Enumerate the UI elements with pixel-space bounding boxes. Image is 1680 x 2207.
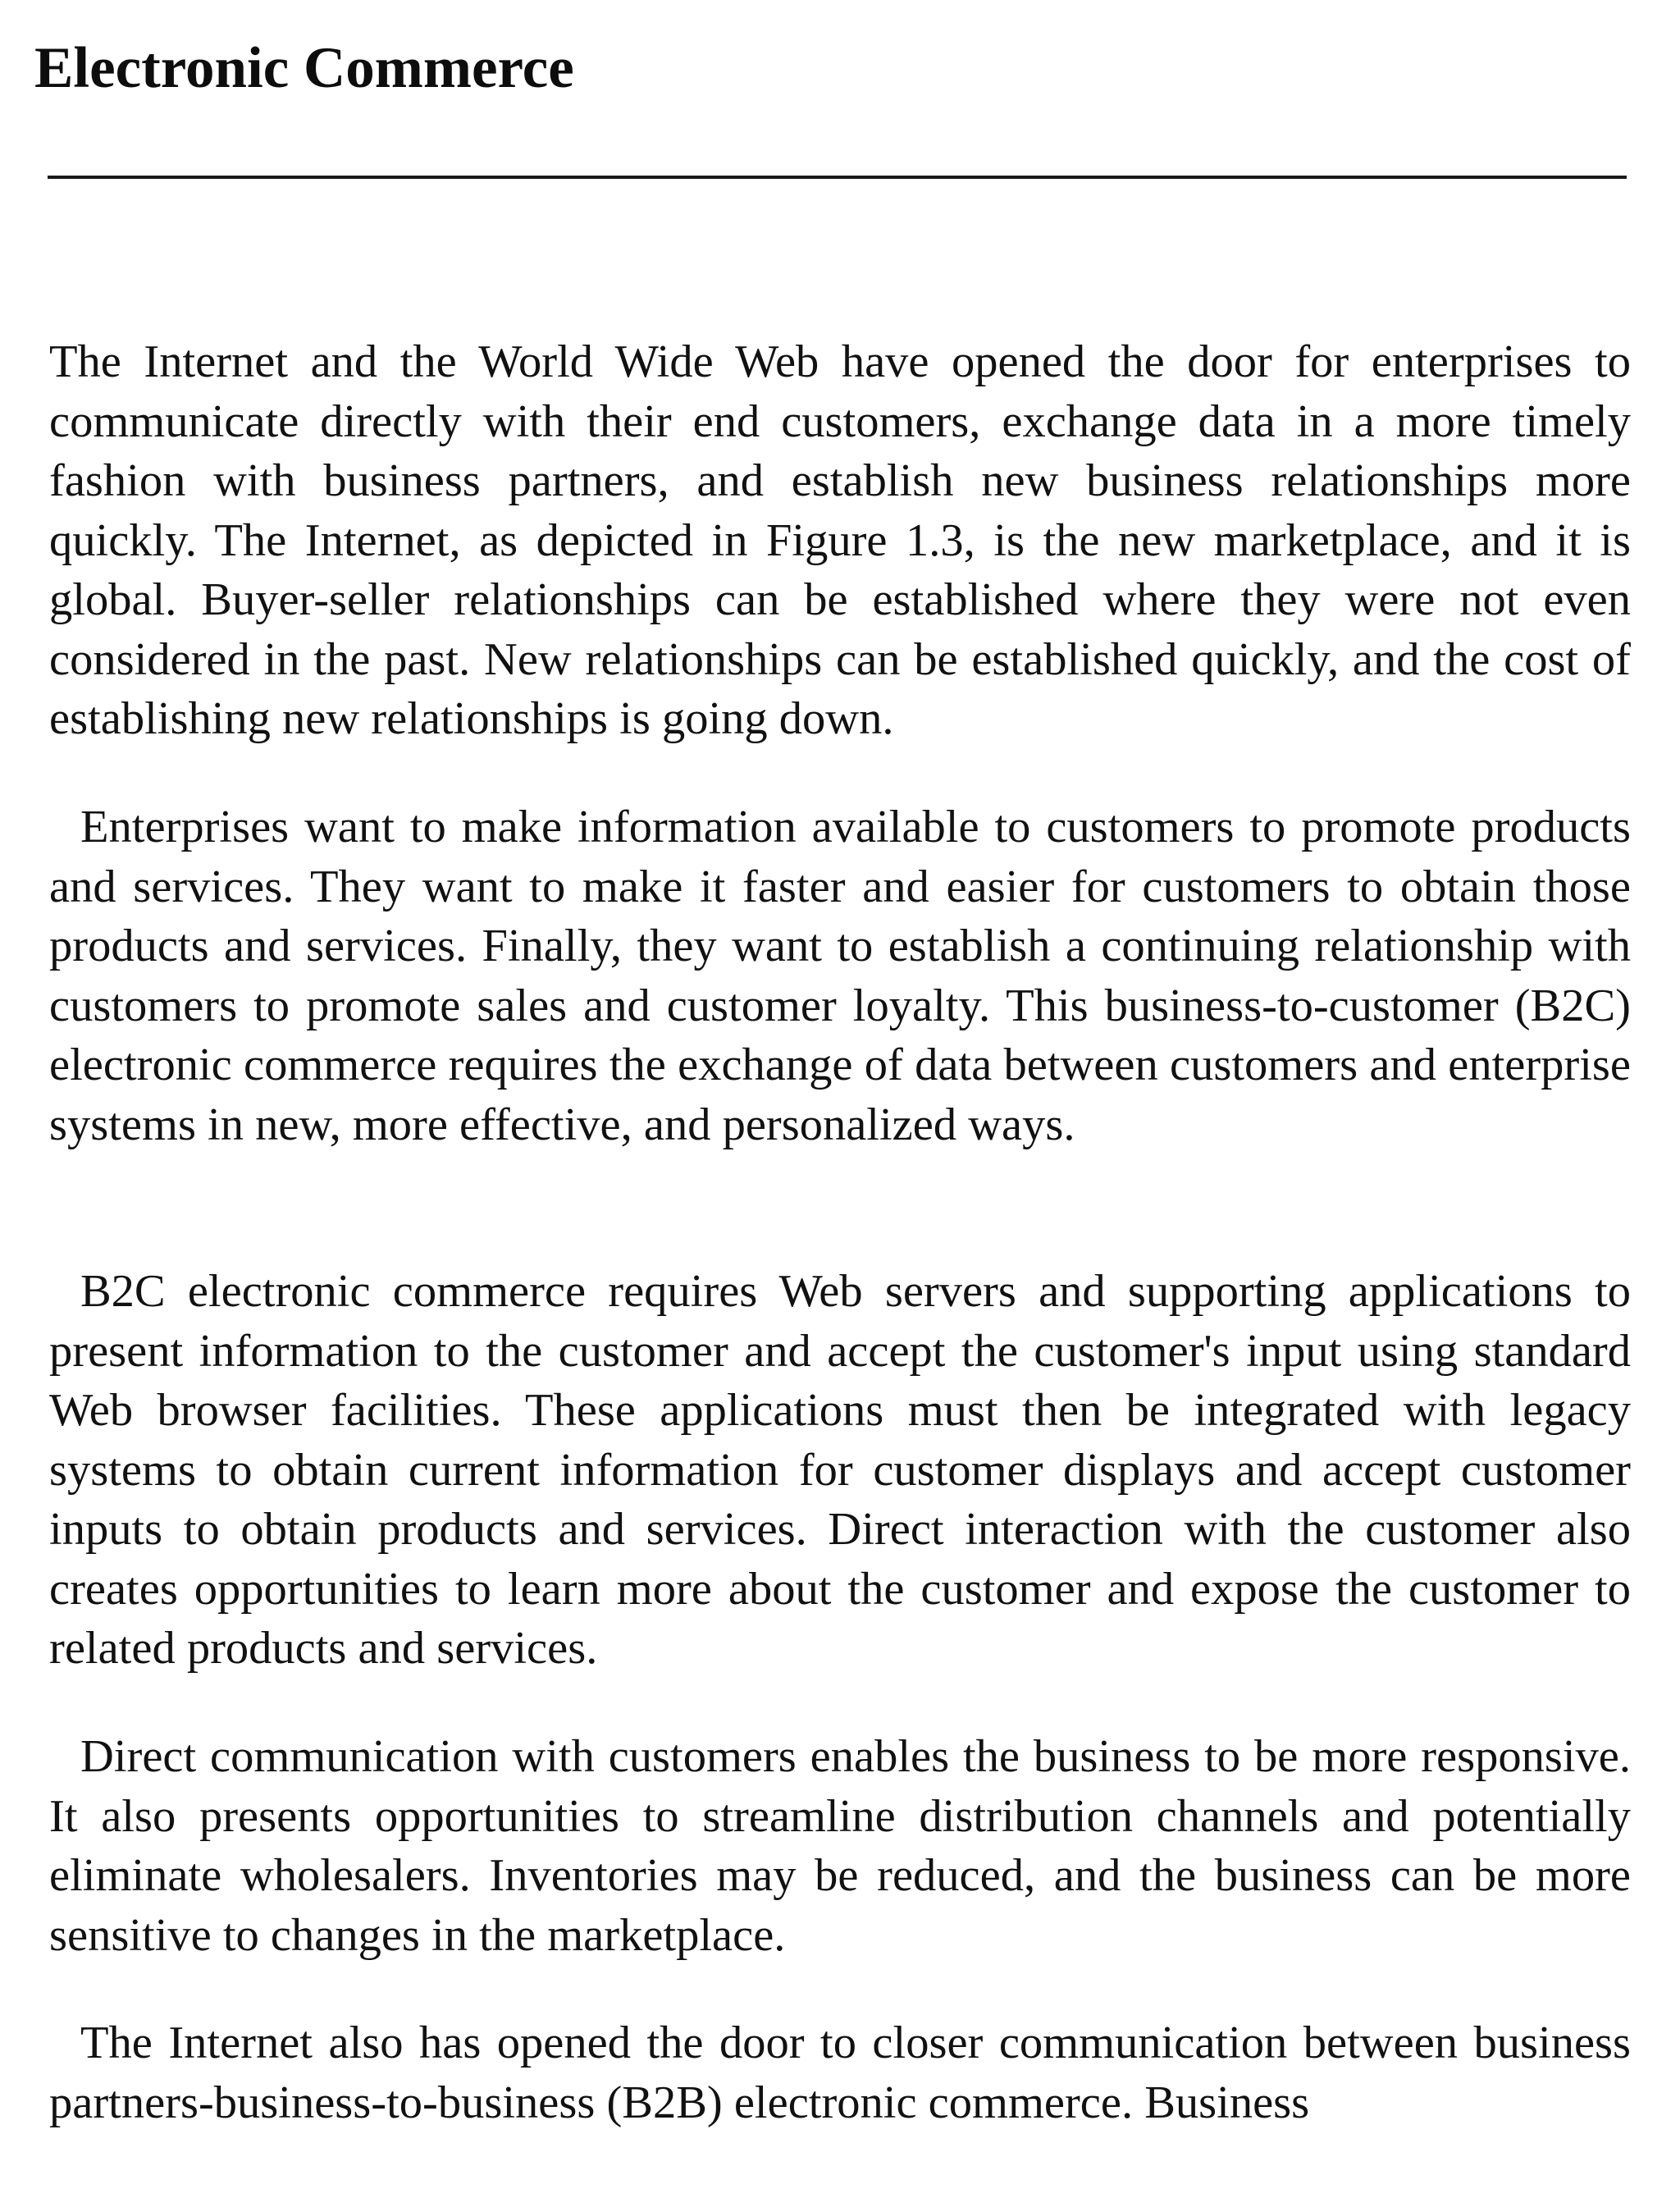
paragraph-direct-communication: Direct communication with customers enables the business to be more responsive. It also presents opportunities to streamline distribution channels and potentially eliminate wholesalers. Inventories may be reduced, and the business can be more sensitive to changes in the marketplace. (49, 1731, 1631, 1961)
paragraph-b2b-intro: The Internet also has opened the door to closer communication between business partners-business-to-business (B2B) electronic commerce. Business (49, 2017, 1631, 2128)
section-title: Electronic Commerce (34, 36, 574, 100)
paragraph-internet-web: The Internet and the World Wide Web have opened the door for enterprises to communicate directly with their end customers, exchange data in a more timely fashion with business partners, and establish new business relationships more quickly. The Internet, as depicted in Figure 1.3, is the new marketplace, and it is global. Buyer-seller relationships can be established where they were not even considered in the past. New relationships can be established quickly, and the cost of establishing new relationships is going down. (49, 336, 1631, 744)
paragraph-b2c-requirements: B2C electronic commerce requires Web servers and supporting applications to present information to the customer and accept the customer's input using standard Web browser facilities. These applications must then be integrated with legacy systems to obtain current information for customer displays and accept customer inputs to obtain products and services. Direct interaction with the customer also creates opportunities to learn more about the customer and expose the customer to related products and services. (49, 1266, 1631, 1674)
paragraph-enterprises-b2c: Enterprises want to make information available to customers to promote products and services. They want to make it faster and easier for customers to obtain those products and services. Finally, they want to establish a continuing relationship with customers to promote sales and customer loyalty. This business-to-customer (B2C) electronic commerce requires the exchange of data between customers and enterprise systems in new, more effective, and personalized ways. (49, 802, 1631, 1150)
title-divider (48, 176, 1627, 179)
